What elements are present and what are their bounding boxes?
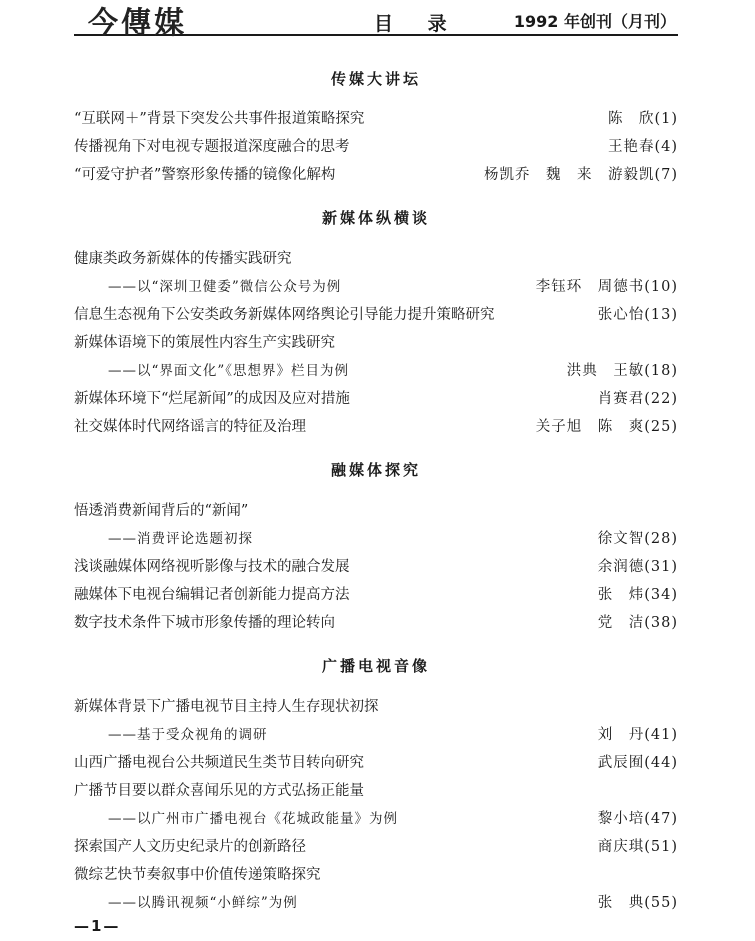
toc-entry[interactable] xyxy=(74,304,678,326)
toc-entry[interactable] xyxy=(74,864,678,886)
entry-author-page: 关子旭 陈 爽(25) xyxy=(535,419,678,435)
entry-title: 山西广播电视台公共频道民生类节目转向研究 xyxy=(74,755,364,771)
entry-author-page: 陈 欣(1) xyxy=(607,111,678,127)
entry-title: 浅谈融媒体网络视听影像与技术的融合发展 xyxy=(74,559,350,575)
section-heading: 广播电视音像 xyxy=(321,657,430,675)
entry-subtitle: ——消费评论选题初探 xyxy=(108,531,253,547)
journal-logo: 今傳媒 xyxy=(88,6,187,41)
entry-title: 新媒体语境下的策展性内容生产实践研究 xyxy=(74,335,335,351)
entry-author-page: 杨凯乔 魏 来 游毅凯(7) xyxy=(483,167,678,183)
entry-author-page: 王艳春(4) xyxy=(607,139,678,155)
toc-entry[interactable] xyxy=(74,416,678,438)
entry-author-page: 李钰环 周德书(10) xyxy=(535,279,678,295)
entry-title: 融媒体下电视台编辑记者创新能力提高方法 xyxy=(74,587,350,603)
toc-entry[interactable] xyxy=(74,500,678,522)
entry-title: 微综艺快节奏叙事中价值传递策略探究 xyxy=(74,867,321,883)
entry-author-page: 张 炜(34) xyxy=(597,587,678,603)
entry-title: 信息生态视角下公安类政务新媒体网络舆论引导能力提升策略研究 xyxy=(74,307,495,323)
founded-note: 1992 年创刊（月刊） xyxy=(513,12,676,31)
entry-title: 新媒体环境下“烂尾新闻”的成因及应对措施 xyxy=(74,391,350,407)
entry-subtitle: ——以“深圳卫健委”微信公众号为例 xyxy=(108,279,342,295)
entry-title: 健康类政务新媒体的传播实践研究 xyxy=(74,251,292,267)
entry-title: 悟透消费新闻背后的“新闻” xyxy=(74,503,249,519)
entry-subtitle: ——以腾讯视频“小鲜综”为例 xyxy=(108,895,298,911)
entry-title: 数字技术条件下城市形象传播的理论转向 xyxy=(74,615,335,631)
toc-entry[interactable] xyxy=(74,248,678,270)
toc-entry-subtitle[interactable] xyxy=(74,808,678,830)
entry-author-page: 商庆琪(51) xyxy=(597,839,678,855)
entry-author-page: 黎小培(47) xyxy=(597,811,678,827)
toc-entry-subtitle[interactable] xyxy=(74,724,678,746)
toc-entry[interactable] xyxy=(74,584,678,606)
toc-entry[interactable] xyxy=(74,136,678,158)
entry-subtitle: ——以广州市广播电视台《花城政能量》为例 xyxy=(108,811,398,827)
toc-entry[interactable] xyxy=(74,780,678,802)
toc-entry[interactable] xyxy=(74,556,678,578)
entry-author-page: 徐文智(28) xyxy=(597,531,678,547)
toc-title: 目 录 xyxy=(374,13,461,35)
section-heading: 传媒大讲坛 xyxy=(330,70,421,88)
entry-author-page: 刘 丹(41) xyxy=(597,727,678,743)
page-header xyxy=(74,0,678,41)
section-heading: 融媒体探究 xyxy=(330,461,421,479)
entry-title: 探索国产人文历史纪录片的创新路径 xyxy=(74,839,306,855)
entry-subtitle: ——以“界面文化”《思想界》栏目为例 xyxy=(108,363,350,379)
entry-author-page: 武辰囿(44) xyxy=(597,755,678,771)
entry-title: 社交媒体时代网络谣言的特征及治理 xyxy=(74,419,306,435)
toc-entry[interactable] xyxy=(74,388,678,410)
toc-entry[interactable] xyxy=(74,836,678,858)
toc-entry-subtitle[interactable] xyxy=(74,360,678,382)
toc-entry-subtitle[interactable] xyxy=(74,528,678,550)
entry-author-page: 党 洁(38) xyxy=(597,615,678,631)
entry-author-page: 张心怡(13) xyxy=(597,307,678,323)
section-heading: 新媒体纵横谈 xyxy=(321,209,430,227)
toc-entry[interactable] xyxy=(74,108,678,130)
entry-title: 传播视角下对电视专题报道深度融合的思考 xyxy=(74,139,350,155)
entry-title: 广播节目要以群众喜闻乐见的方式弘扬正能量 xyxy=(74,783,364,799)
entry-subtitle: ——基于受众视角的调研 xyxy=(108,727,268,743)
toc-entry-subtitle[interactable] xyxy=(74,276,678,298)
entry-title: “可爱守护者”警察形象传播的镜像化解构 xyxy=(74,167,336,183)
page-number: —1— xyxy=(74,917,121,935)
entry-title: 新媒体背景下广播电视节目主持人生存现状初探 xyxy=(74,699,379,715)
entry-title: “互联网＋”背景下突发公共事件报道策略探究 xyxy=(74,111,365,127)
toc-entry[interactable] xyxy=(74,332,678,354)
toc-entry[interactable] xyxy=(74,752,678,774)
toc-entry[interactable] xyxy=(74,696,678,718)
toc-entry[interactable] xyxy=(74,164,678,186)
entry-author-page: 余润德(31) xyxy=(597,559,678,575)
toc-entry[interactable] xyxy=(74,612,678,634)
toc-entry-subtitle[interactable] xyxy=(74,892,678,914)
entry-author-page: 洪典 王敏(18) xyxy=(566,363,678,379)
entry-author-page: 肖赛君(22) xyxy=(597,391,678,407)
entry-author-page: 张 典(55) xyxy=(597,895,678,911)
